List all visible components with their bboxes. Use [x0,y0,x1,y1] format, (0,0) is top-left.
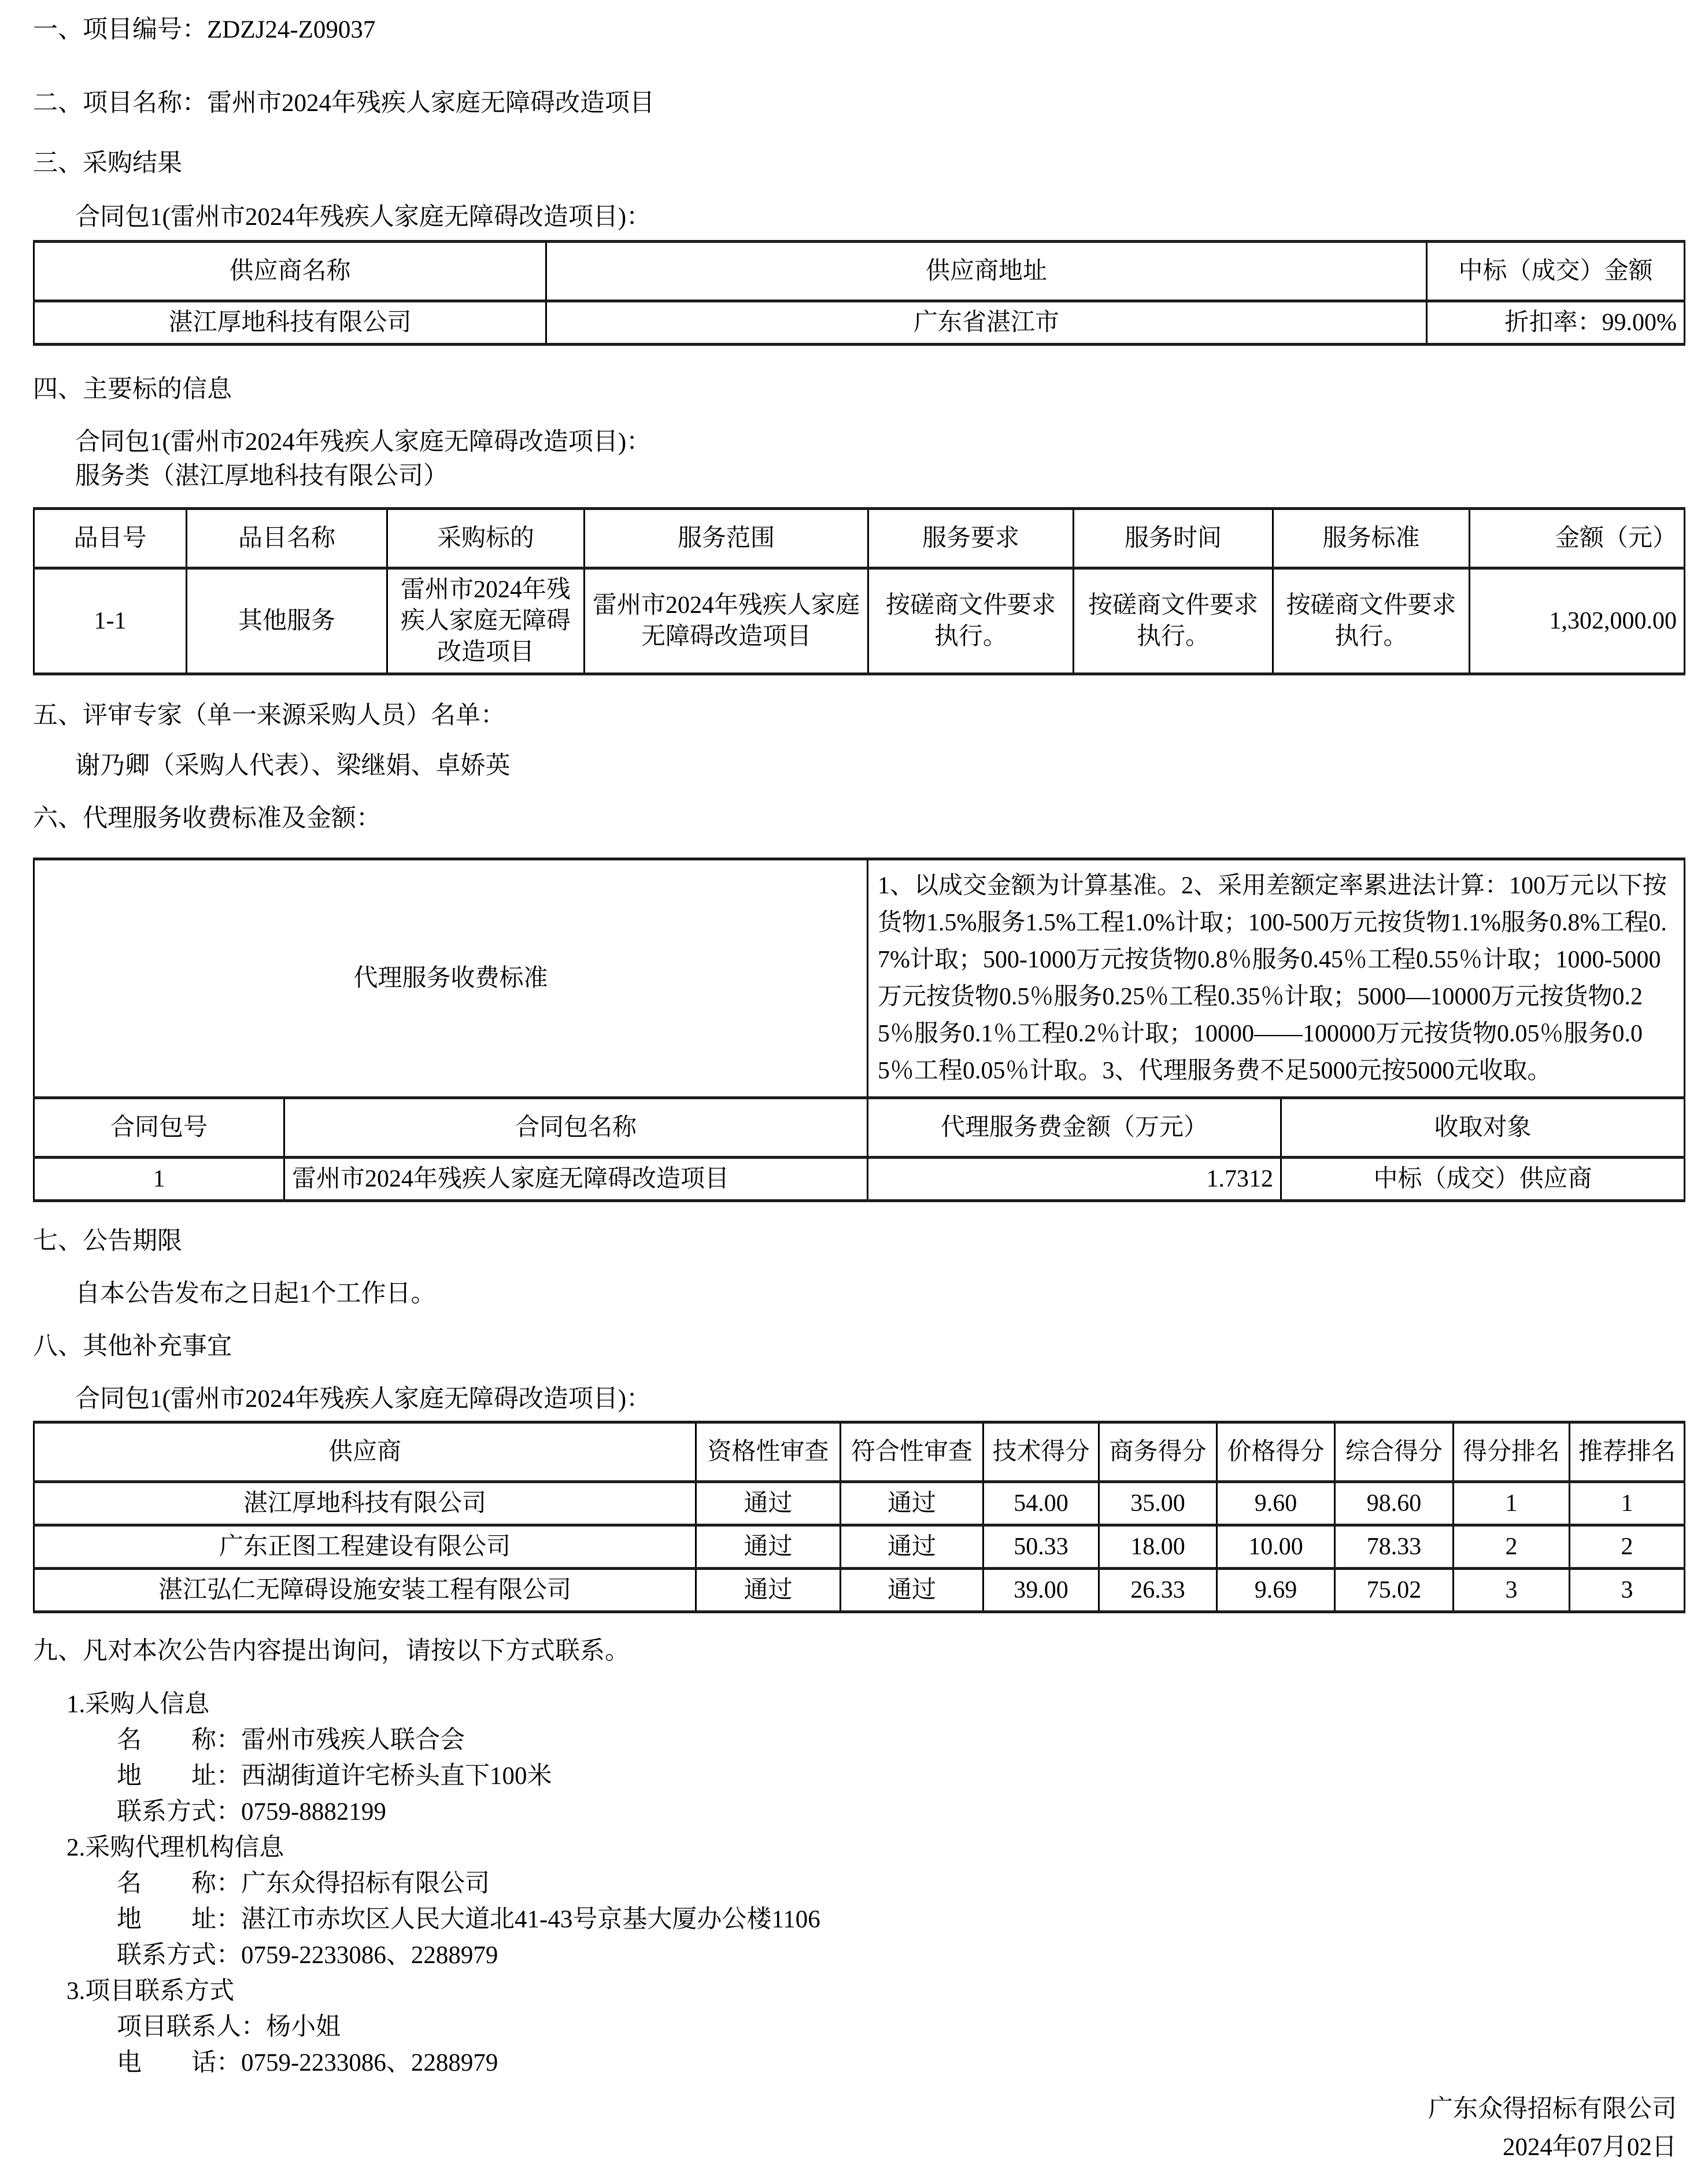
header-cell: 价格得分 [1217,1422,1335,1482]
procurement-subject-cell: 雷州市2024年残疾人家庭无障碍改造项目 [387,568,585,674]
contract-package-intro: 合同包1(雷州市2024年残疾人家庭无障碍改造项目)： [75,428,652,456]
fee-amount-cell: 1.7312 [868,1158,1281,1201]
supplier-name-cell: 湛江弘仁无障碍设施安装工程有限公司 [34,1569,696,1612]
price-score-cell: 10.00 [1217,1525,1335,1569]
supplier-address-cell: 广东省湛江市 [546,301,1427,345]
project-phone-line: 电 话：0759-2233086、2288979 [117,2049,498,2076]
table-row [34,568,1685,674]
service-requirement-cell: 按磋商文件要求执行。 [868,568,1074,674]
section-6-heading: 六、代理服务收费标准及金额： [33,805,381,832]
purchaser-name-line: 名 称：雷州市残疾人联合会 [117,1727,465,1754]
header-cell: 品目名称 [187,509,387,568]
contract-package-intro: 合同包1(雷州市2024年残疾人家庭无障碍改造项目)： [75,204,652,231]
business-score-cell: 18.00 [1099,1525,1217,1569]
package-no-cell: 1 [34,1158,284,1201]
service-time-cell: 按磋商文件要求执行。 [1074,568,1273,674]
header-cell: 代理服务费金额（万元） [868,1098,1281,1158]
score-rank-cell: 3 [1454,1569,1570,1612]
header-cell: 服务标准 [1273,509,1470,568]
service-scope-cell: 雷州市2024年残疾人家庭无障碍改造项目 [585,568,868,674]
project-contact-title: 3.项目联系方式 [66,1978,235,2005]
price-score-cell: 9.69 [1217,1569,1335,1612]
total-score-cell: 78.33 [1335,1525,1454,1569]
footer-company: 广东众得招标有限公司 [1428,2096,1677,2123]
technical-score-cell: 39.00 [983,1569,1099,1612]
agency-contact-line: 联系方式：0759-2233086、2288979 [117,1942,498,1969]
header-cell: 技术得分 [983,1422,1099,1482]
header-cell: 服务要求 [868,509,1074,568]
package-name-cell: 雷州市2024年残疾人家庭无障碍改造项目 [284,1158,868,1201]
recommend-rank-cell: 3 [1570,1569,1685,1612]
header-cell: 商务得分 [1099,1422,1217,1482]
header-cell: 推荐排名 [1570,1422,1685,1482]
header-cell: 符合性审查 [841,1422,983,1482]
business-score-cell: 35.00 [1099,1482,1217,1525]
header-cell: 服务时间 [1074,509,1273,568]
expert-names: 谢乃卿（采购人代表）、梁继娟、卓娇英 [75,752,511,779]
section-3-heading: 三、采购结果 [33,150,182,177]
qualification-review-cell: 通过 [696,1525,841,1569]
table-header-row [34,509,1685,568]
fee-standard-row [34,859,1685,1098]
header-cell: 收取对象 [1281,1098,1685,1158]
section-7-heading: 七、公告期限 [33,1228,182,1255]
table-row [34,1569,1685,1612]
agency-address-line: 地 址：湛江市赤坎区人民大道北41-43号京基大厦办公楼1106 [117,1906,820,1933]
section-4-heading: 四、主要标的信息 [33,376,232,403]
technical-score-cell: 54.00 [983,1482,1099,1525]
supplier-name-cell: 广东正图工程建设有限公司 [34,1525,696,1569]
supplier-name-cell: 湛江厚地科技有限公司 [34,1482,696,1525]
table-header-row [34,1098,1685,1158]
amount-cell: 1,302,000.00 [1470,568,1685,674]
purchaser-contact-line: 联系方式：0759-8882199 [117,1798,386,1825]
agency-name-line: 名 称：广东众得招标有限公司 [117,1870,490,1897]
header-cell: 资格性审查 [696,1422,841,1482]
subject-info-table [33,507,1685,675]
business-score-cell: 26.33 [1099,1569,1217,1612]
price-score-cell: 9.60 [1217,1482,1335,1525]
qualification-review-cell: 通过 [696,1569,841,1612]
table-header-row [34,1422,1685,1482]
table-header-row [34,242,1685,301]
header-cell: 服务范围 [585,509,868,568]
conformity-review-cell: 通过 [841,1569,983,1612]
header-cell: 供应商地址 [546,242,1427,301]
supplier-name-cell: 湛江厚地科技有限公司 [34,301,546,345]
service-class-line: 服务类（湛江厚地科技有限公司） [75,463,448,490]
recommend-rank-cell: 2 [1570,1525,1685,1569]
purchaser-address-line: 地 址：西湖街道许宅桥头直下100米 [117,1762,552,1790]
header-cell: 供应商名称 [34,242,546,301]
table-row [34,1158,1685,1201]
agency-info-title: 2.采购代理机构信息 [66,1834,284,1861]
section-9-heading: 九、凡对本次公告内容提出询问，请按以下方式联系。 [33,1638,630,1665]
header-cell: 综合得分 [1335,1422,1454,1482]
item-no-cell: 1-1 [34,568,187,674]
conformity-review-cell: 通过 [841,1525,983,1569]
section-1-heading: 一、项目编号：ZDZJ24-Z09037 [33,16,376,43]
recommend-rank-cell: 1 [1570,1482,1685,1525]
conformity-review-cell: 通过 [841,1482,983,1525]
section-5-heading: 五、评审专家（单一来源采购人员）名单： [33,702,505,729]
table-row [34,301,1685,345]
header-cell: 合同包名称 [284,1098,868,1158]
section-8-heading: 八、其他补充事宜 [33,1333,232,1360]
notice-period-text: 自本公告发布之日起1个工作日。 [75,1280,436,1307]
header-cell: 供应商 [34,1422,696,1482]
footer-date: 2024年07月02日 [1503,2134,1677,2161]
total-score-cell: 75.02 [1335,1569,1454,1612]
section-2-heading: 二、项目名称：雷州市2024年残疾人家庭无障碍改造项目 [33,90,654,117]
supplier-result-table [33,240,1685,346]
total-score-cell: 98.60 [1335,1482,1454,1525]
score-rank-cell: 2 [1454,1525,1570,1569]
fee-payer-cell: 中标（成交）供应商 [1281,1158,1685,1201]
header-cell: 中标（成交）金额 [1427,242,1685,301]
evaluation-score-table [33,1421,1685,1613]
table-row [34,1525,1685,1569]
table-row [34,1482,1685,1525]
qualification-review-cell: 通过 [696,1482,841,1525]
purchaser-info-title: 1.采购人信息 [66,1691,210,1718]
header-cell: 得分排名 [1454,1422,1570,1482]
fee-standard-text-cell: 1、以成交金额为计算基准。2、采用差额定率累进法计算：100万元以下按货物1.5%服务1.5%工程1.0%计取；100-500万元按货物1.1%服务0.8%工程0.7%计取；500-1000万元按货物0.8％服务0.45％工程0.55％计取；1000-5000万元按货物0.5％服务0.25％工程0.35％计取；5000—10000万元按货物0.25％服务0.1％工程0.2％计取；10000——100000万元按货物0.05％服务0.05％工程0.05％计取。3、代理服务费不足5000元按5000元收取。 [868,859,1685,1098]
header-cell: 采购标的 [387,509,585,568]
agency-fee-table [33,858,1685,1202]
score-rank-cell: 1 [1454,1482,1570,1525]
service-standard-cell: 按磋商文件要求执行。 [1273,568,1470,674]
technical-score-cell: 50.33 [983,1525,1099,1569]
document-footer [33,2090,1684,2167]
item-name-cell: 其他服务 [187,568,387,674]
fee-standard-label-cell: 代理服务收费标准 [34,859,868,1098]
header-cell: 金额（元） [1470,509,1685,568]
header-cell: 品目号 [34,509,187,568]
project-contact-person-line: 项目联系人：杨小姐 [117,2013,341,2041]
award-amount-cell: 折扣率：99.00% [1427,301,1685,345]
header-cell: 合同包号 [34,1098,284,1158]
contract-package-intro: 合同包1(雷州市2024年残疾人家庭无障碍改造项目)： [75,1385,652,1413]
